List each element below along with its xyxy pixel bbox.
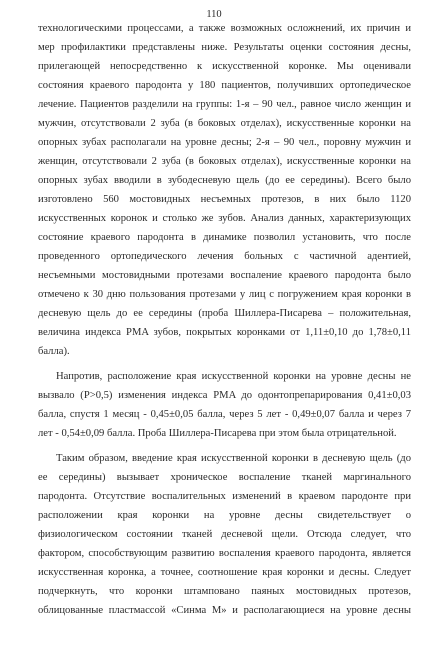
text-line: вызвало (P>0,5) изменения индекса PMA до одонтопрепарирования 0,41±0,03 (38, 390, 411, 401)
text-line: состояние краевого пародонта в динамике позволил установить, что после (38, 232, 411, 243)
text-line: подчеркнуть, что коронки штамповано паяных мостовидных протезов, (38, 586, 411, 597)
text-line: балла, спустя 1 месяц - 0,45±0,05 балла, через 5 лет - 0,49±0,07 балла и через 7 (38, 409, 411, 420)
page-number: 110 (206, 9, 222, 20)
paragraph-first-line: Таким образом, введение края искусственной коронки в десневую щель (до (56, 453, 411, 464)
text-line: величина индекса PMA зубов, покрытых коронками от 1,11±0,10 до 1,78±0,11 (38, 327, 411, 338)
text-line: облицованные пластмассой «Синма М» и располагающиеся на уровне десны (38, 605, 411, 616)
text-line: состояния краевого пародонта у 180 пациентов, получивших ортопедическое (38, 80, 411, 91)
text-line: балла). (38, 346, 70, 357)
text-line: изготовлено 560 мостовидных несъемных протезов, в них было 1120 (38, 194, 411, 205)
text-line: прилегающей непосредственно к искусственной коронке. Мы оценивали (38, 61, 411, 72)
text-line: технологическими процессами, а также возможных осложнений, их причин и (38, 23, 411, 34)
text-line: лет - 0,54±0,09 балла. Проба Шиллера-Писарева при этом была отрицательной. (38, 428, 397, 439)
text-line: искусственных коронок и столько же зубов. Анализ данных, характеризующих (38, 213, 411, 224)
text-line: мер профилактики представлены ниже. Результаты оценки состояния десны, (38, 42, 411, 53)
text-line: расположении края коронки на уровне десны свидетельствует о (38, 510, 411, 521)
paragraph-first-line: Напротив, расположение края искусственной коронки на уровне десны не (56, 371, 411, 382)
text-line: лечение. Пациентов разделили на группы: 1-я – 90 чел., равное число женщин и (38, 99, 411, 110)
text-line: пародонта. Отсутствие воспалительных изменений в краевом пародонте при (38, 491, 411, 502)
text-line: искусственная коронка, а точнее, соотношение края коронки и десны. Следует (38, 567, 411, 578)
text-line: женщин, отсутствовали 2 зуба (в боковых отделах), искусственные коронки на (38, 156, 411, 167)
text-line: десневую щель до ее середины (проба Шиллера-Писарева – положительная, (38, 308, 411, 319)
text-line: опорных зубах вводили в зубодесневую щель (до ее середины). Всего было (38, 175, 411, 186)
text-line: физиологическом состоянии тканей десневой щели. Отсюда следует, что (38, 529, 411, 540)
text-line: ее середины) вызывает хроническое воспаление тканей маргинального (38, 472, 411, 483)
text-line: несъемными мостовидными протезами воспаление краевого пародонта было (38, 270, 411, 281)
text-line: отмечено к 30 дню пользования протезами у лиц с погружением края коронки в (38, 289, 411, 300)
text-line: опорных зубах располагали на уровне десны; 2-я – 90 чел., поровну мужчин и (38, 137, 411, 148)
text-line: фактором, способствующим развитию воспаления краевого пародонта, является (38, 548, 411, 559)
text-line: проведенного ортопедического лечения больных с частичной адентией, (38, 251, 411, 262)
text-line: мужчин, отсутствовали 2 зуба (в боковых отделах), искусственные коронки на (38, 118, 411, 129)
